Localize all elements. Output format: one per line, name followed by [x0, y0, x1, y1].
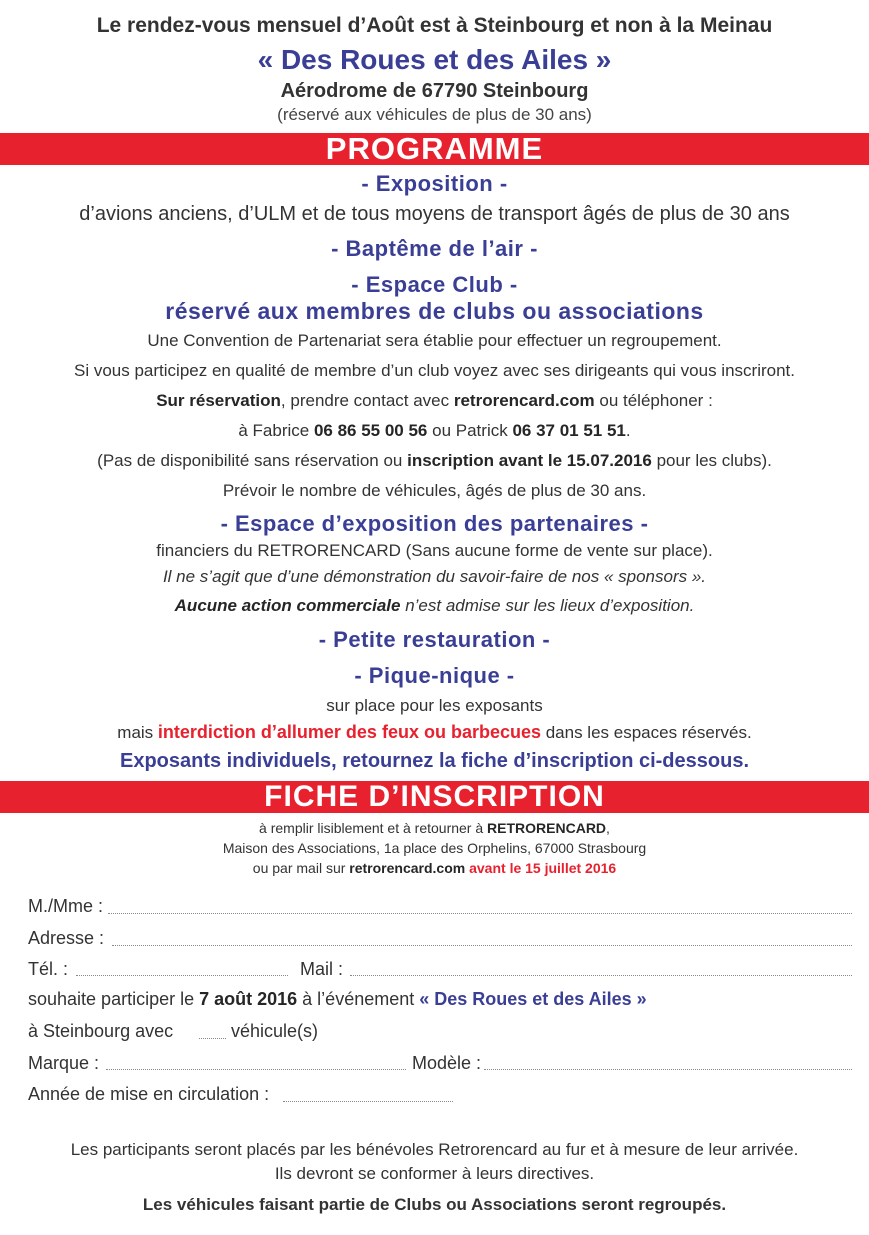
event-date: 7 août 2016	[199, 989, 298, 1009]
mail-field[interactable]	[350, 975, 852, 976]
restauration-heading: - Petite restauration -	[318, 627, 551, 652]
marque-label: Marque :	[28, 1053, 100, 1073]
availability-text: (Pas de disponibilité sans réservation ou	[97, 451, 408, 470]
partners-line-1: financiers du RETRORENCARD (Sans aucune forme de vente sur place).	[156, 541, 713, 560]
event-name: « Des Roues et des Ailes »	[419, 989, 647, 1009]
club-line-2: Si vous participez en qualité de membre d’un club voyez avec ses dirigeants qui vous inscriront.	[74, 361, 795, 380]
header-notice: Le rendez-vous mensuel d’Août est à Steinbourg et non à la Meinau	[96, 14, 773, 37]
exposition-heading: - Exposition -	[361, 171, 508, 196]
club-line-6: Prévoir le nombre de véhicules, âgés de plus de 30 ans.	[222, 481, 647, 500]
modele-label: Modèle :	[412, 1053, 482, 1073]
mais-text: mais	[117, 723, 158, 742]
mail-website[interactable]: retrorencard.com	[349, 860, 466, 876]
phone-text: ou téléphoner :	[594, 391, 713, 410]
souhaite-text: souhaite participer le	[28, 989, 200, 1009]
evenement-text: à l’événement	[297, 989, 420, 1009]
souhaite-line	[28, 989, 647, 1010]
phone-patrick: 06 37 01 51 51	[512, 421, 626, 440]
piquenique-heading: - Pique-nique -	[354, 663, 515, 688]
exposition-rule: n’est admise sur les lieux d’exposition.	[400, 596, 695, 615]
tel-field[interactable]	[76, 975, 288, 976]
comma: ,	[606, 820, 610, 836]
club-line-3	[0, 391, 869, 411]
modele-field[interactable]	[484, 1069, 852, 1070]
reservation-label: Sur réservation	[156, 391, 281, 410]
patrick-label: ou Patrick	[427, 421, 513, 440]
mail-label: Mail :	[300, 959, 344, 979]
location: Aérodrome de 67790 Steinbourg	[280, 80, 589, 102]
fiche-instruction-3	[0, 860, 869, 876]
retrorencard-name: RETRORENCARD	[487, 820, 607, 836]
footer-line-1: Les participants seront placés par les bénévoles Retrorencard au fur et à mesure de leur arrivée.	[70, 1140, 799, 1159]
footer-line-3: Les véhicules faisant partie de Clubs ou Associations seront regroupés.	[142, 1195, 727, 1214]
name-label: M./Mme :	[28, 896, 103, 916]
club-line-5	[0, 451, 869, 471]
phone-fabrice: 06 86 55 00 56	[313, 421, 428, 440]
no-commercial-action: Aucune action commerciale	[174, 596, 401, 615]
mail-deadline: avant le 15 juillet 2016	[465, 860, 617, 876]
partners-line-3	[0, 596, 869, 616]
address-label: Adresse :	[28, 928, 105, 948]
club-heading: - Espace Club -	[351, 272, 518, 297]
inscription-deadline: inscription avant le 15.07.2016	[407, 451, 652, 470]
marque-field[interactable]	[106, 1069, 406, 1070]
fire-prohibition: interdiction d’allumer des feux ou barbecues	[157, 722, 541, 742]
vehicules-label: véhicule(s)	[231, 1021, 319, 1041]
tel-label: Tél. :	[28, 959, 69, 979]
address-field[interactable]	[112, 945, 852, 946]
annee-field[interactable]	[283, 1101, 453, 1102]
fiche-instruction-1	[0, 820, 869, 836]
partners-heading: - Espace d’exposition des partenaires -	[220, 511, 649, 536]
club-line-4	[0, 421, 869, 441]
fabrice-label: à Fabrice	[238, 421, 314, 440]
event-title: « Des Roues et des Ailes »	[257, 44, 612, 75]
mail-instruction: ou par mail sur	[252, 860, 350, 876]
footer-line-2: Ils devront se conformer à leurs directives.	[274, 1164, 595, 1183]
contact-text: , prendre contact avec	[280, 391, 454, 410]
annee-label: Année de mise en circulation :	[28, 1084, 270, 1104]
piquenique-line-2	[0, 722, 869, 743]
club-line-1: Une Convention de Partenariat sera établie pour effectuer un regroupement.	[147, 331, 722, 350]
vehicle-count-field[interactable]	[199, 1038, 226, 1039]
piquenique-line-1: sur place pour les exposants	[326, 696, 543, 715]
club-subheading: réservé aux membres de clubs ou associations	[165, 298, 704, 324]
exposants-note: Exposants individuels, retournez la fiche d’inscription ci-dessous.	[119, 750, 750, 772]
reserved-spaces-text: dans les espaces réservés.	[541, 723, 752, 742]
programme-banner: PROGRAMME	[0, 133, 869, 165]
restriction-note: (réservé aux véhicules de plus de 30 ans)	[277, 105, 592, 124]
fiche-instruction-2: Maison des Associations, 1a place des Orphelins, 67000 Strasbourg	[222, 840, 647, 856]
fiche-banner: FICHE D’INSCRIPTION	[0, 781, 869, 813]
clubs-text: pour les clubs).	[651, 451, 772, 470]
name-field[interactable]	[108, 913, 852, 914]
bapteme-heading: - Baptême de l’air -	[331, 236, 538, 261]
exposition-text: d’avions anciens, d’ULM et de tous moyens de transport âgés de plus de 30 ans	[79, 203, 790, 225]
period: .	[625, 421, 631, 440]
fill-instruction: à remplir lisiblement et à retourner à	[259, 820, 488, 836]
partners-line-2: Il ne s’agit que d’une démonstration du savoir-faire de nos « sponsors ».	[162, 567, 707, 586]
website-link[interactable]: retrorencard.com	[453, 391, 595, 410]
avec-label: à Steinbourg avec	[28, 1021, 174, 1041]
